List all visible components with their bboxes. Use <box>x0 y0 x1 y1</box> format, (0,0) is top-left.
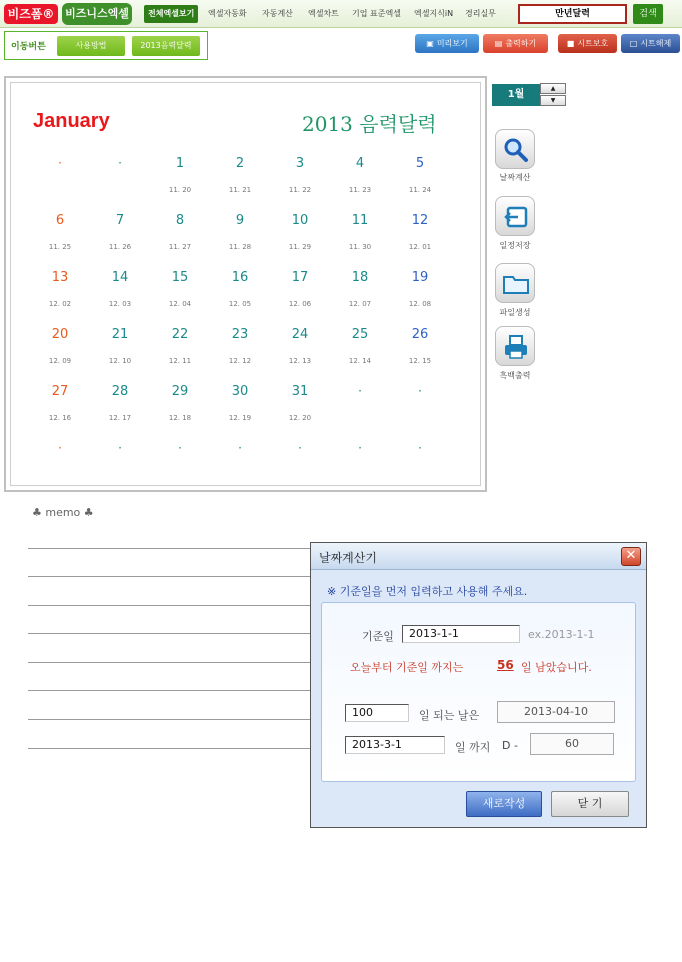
print-label: 출력하기 <box>505 39 537 48</box>
lunar-date: 12. 02 <box>48 300 72 308</box>
dday-result: 60 <box>530 733 614 755</box>
calendar-day: · <box>118 441 122 455</box>
move-label: 이동버튼 <box>11 42 46 52</box>
calendar-day: · <box>178 441 182 455</box>
search-button[interactable]: 검색 <box>633 4 663 24</box>
base-date-hint: ex.2013-1-1 <box>528 628 595 641</box>
calendar-day: · <box>418 441 422 455</box>
new-entry-button[interactable]: 새로작성 <box>466 791 542 817</box>
lunar-date: 12. 13 <box>288 357 312 365</box>
calendar-day: 29 <box>171 384 189 399</box>
calendar-day: 10 <box>291 213 309 228</box>
printer-icon <box>502 333 530 361</box>
nav-standard-excel[interactable]: 기업 표준엑셀 <box>352 9 401 18</box>
lunar-date: 12. 18 <box>168 414 192 422</box>
lunar-date: 12. 14 <box>348 357 372 365</box>
memo-line[interactable] <box>28 719 314 720</box>
bw-print-label: 흑백출력 <box>499 371 531 380</box>
days-left-suffix: 일 남았습니다. <box>521 661 592 674</box>
month-selector[interactable]: 1월 <box>492 84 540 106</box>
calendar-title: 2013 음력달력 <box>302 112 437 136</box>
dialog-titlebar[interactable] <box>311 543 646 570</box>
nav-excel-knowledge[interactable]: 엑셀지식iN <box>414 9 454 18</box>
lunar-date: 11. 27 <box>168 243 192 251</box>
calendar-day: · <box>238 441 242 455</box>
lunar-date: 11. 21 <box>228 186 252 194</box>
lunar-date: 12. 09 <box>48 357 72 365</box>
base-date-label: 기준일 <box>362 630 394 643</box>
calendar-day: · <box>58 156 62 170</box>
calendar-day: · <box>118 156 122 170</box>
calendar-day: 28 <box>111 384 129 399</box>
lunar-calendar-button[interactable]: 2013음력달력 <box>132 36 200 56</box>
after-days-result: 2013-04-10 <box>497 701 615 723</box>
calendar-day: 26 <box>411 327 429 342</box>
preview-label: 미리보기 <box>436 39 468 48</box>
printer-icon: ▤ <box>494 39 503 48</box>
lunar-date: 12. 08 <box>408 300 432 308</box>
month-name: January <box>33 110 110 132</box>
dialog-close-button[interactable]: 닫 기 <box>551 791 629 817</box>
top-navigation <box>0 0 682 28</box>
date-calc-button[interactable] <box>495 129 535 169</box>
lunar-date: 12. 12 <box>228 357 252 365</box>
calendar-day: 2 <box>235 156 245 171</box>
lunar-date: 12. 06 <box>288 300 312 308</box>
save-schedule-button[interactable] <box>495 196 535 236</box>
calendar-day: 16 <box>231 270 249 285</box>
calendar-day: 19 <box>411 270 429 285</box>
lunar-date: 11. 26 <box>108 243 132 251</box>
calendar-day: · <box>358 441 362 455</box>
create-file-button[interactable] <box>495 263 535 303</box>
close-icon[interactable]: ✕ <box>621 547 641 566</box>
nav-excel-chart[interactable]: 엑셀차트 <box>308 9 339 18</box>
lunar-date: 12. 04 <box>168 300 192 308</box>
calendar-day: 30 <box>231 384 249 399</box>
lunar-date: 12. 16 <box>48 414 72 422</box>
export-icon <box>502 203 530 231</box>
calendar-day: · <box>58 441 62 455</box>
calendar-day: 1 <box>175 156 185 171</box>
dday-label: D - <box>502 739 518 752</box>
calendar-day: 8 <box>175 213 185 228</box>
calendar-day: 9 <box>235 213 245 228</box>
business-excel-logo[interactable]: 비즈니스엑셀 <box>62 3 132 25</box>
nav-accounting[interactable]: 경리실무 <box>465 9 496 18</box>
bw-print-button[interactable] <box>495 326 535 366</box>
memo-line[interactable] <box>28 690 314 691</box>
date-calc-label: 날짜계산 <box>499 173 531 182</box>
calendar-day: 27 <box>51 384 69 399</box>
calendar-day: 24 <box>291 327 309 342</box>
lunar-date: 11. 29 <box>288 243 312 251</box>
days-left-prefix: 오늘부터 기준일 까지는 <box>350 661 464 674</box>
lunar-date: 11. 24 <box>408 186 432 194</box>
dialog-notice: ※ 기준일을 먼저 입력하고 사용해 주세요. <box>327 585 528 598</box>
base-date-input[interactable]: 2013-1-1 <box>402 625 520 643</box>
memo-line[interactable] <box>28 662 314 663</box>
until-date-input[interactable]: 2013-3-1 <box>345 736 445 754</box>
calendar-day: 5 <box>415 156 425 171</box>
month-down-button[interactable]: ▼ <box>540 95 566 106</box>
unlock-icon: □ <box>629 39 638 48</box>
date-calculator-dialog <box>310 542 647 828</box>
protect-label: 시트보호 <box>577 39 609 48</box>
nav-auto-calc[interactable]: 자동계산 <box>262 9 293 18</box>
memo-line[interactable] <box>28 633 314 634</box>
month-up-button[interactable]: ▲ <box>540 83 566 94</box>
calendar-day: 4 <box>355 156 365 171</box>
calendar-day: 17 <box>291 270 309 285</box>
lunar-date: 11. 25 <box>48 243 72 251</box>
days-left-value: 56 <box>497 658 514 672</box>
lunar-date: 12. 15 <box>408 357 432 365</box>
after-days-label: 일 되는 날은 <box>419 709 480 722</box>
lunar-date: 12. 20 <box>288 414 312 422</box>
calendar-day: · <box>418 384 422 398</box>
lunar-date: 11. 28 <box>228 243 252 251</box>
calendar-day: 23 <box>231 327 249 342</box>
calendar-day: 7 <box>115 213 125 228</box>
lunar-date: 12. 19 <box>228 414 252 422</box>
calendar-day: 13 <box>51 270 69 285</box>
memo-label: ♣ memo ♣ <box>32 506 94 519</box>
calendar-day: 18 <box>351 270 369 285</box>
preview-icon: ▣ <box>426 39 434 48</box>
lunar-date: 12. 17 <box>108 414 132 422</box>
dialog-title: 날짜계산기 <box>319 551 377 565</box>
lunar-date: 12. 05 <box>228 300 252 308</box>
calendar-day: · <box>298 441 302 455</box>
nav-excel-automation[interactable]: 엑셀자동화 <box>208 9 247 18</box>
nav-all-excel[interactable]: 전체엑셀보기 <box>144 5 198 23</box>
unprotect-sheet-button[interactable] <box>621 34 680 53</box>
calendar-day: 22 <box>171 327 189 342</box>
lunar-date: 12. 07 <box>348 300 372 308</box>
protect-sheet-button[interactable] <box>558 34 617 53</box>
magnifier-icon <box>502 136 530 164</box>
unprotect-label: 시트해제 <box>640 39 672 48</box>
calendar-day: 21 <box>111 327 129 342</box>
lunar-date: 11. 30 <box>348 243 372 251</box>
lunar-date: 11. 23 <box>348 186 372 194</box>
usage-button[interactable]: 사용방법 <box>57 36 125 56</box>
lunar-date: 12. 03 <box>108 300 132 308</box>
memo-line[interactable] <box>28 605 314 606</box>
calendar-day: 11 <box>351 213 369 228</box>
memo-line[interactable] <box>28 748 314 749</box>
calendar-day: 20 <box>51 327 69 342</box>
until-label: 일 까지 <box>455 741 491 754</box>
lunar-date: 11. 22 <box>288 186 312 194</box>
lunar-date: 11. 20 <box>168 186 192 194</box>
lunar-date: 12. 11 <box>168 357 192 365</box>
lunar-date: 12. 10 <box>108 357 132 365</box>
create-file-label: 파일생성 <box>499 308 531 317</box>
preview-button[interactable] <box>415 34 479 53</box>
calendar-day: 25 <box>351 327 369 342</box>
calendar-day: 3 <box>295 156 305 171</box>
save-schedule-label: 일정저장 <box>499 241 531 250</box>
calendar-day: 15 <box>171 270 189 285</box>
print-button[interactable] <box>483 34 548 53</box>
lock-icon: ■ <box>566 39 575 48</box>
after-days-input[interactable]: 100 <box>345 704 409 722</box>
memo-line[interactable] <box>28 548 314 549</box>
lunar-date: 12. 01 <box>408 243 432 251</box>
calendar-day: 12 <box>411 213 429 228</box>
memo-line[interactable] <box>28 576 314 577</box>
move-buttons-box <box>4 31 208 60</box>
dialog-panel <box>321 602 636 782</box>
calendar-day: 14 <box>111 270 129 285</box>
calendar-day: · <box>358 384 362 398</box>
search-input[interactable]: 만년달력 <box>518 4 627 24</box>
folder-icon <box>502 270 530 298</box>
calendar-day: 31 <box>291 384 309 399</box>
calendar-day: 6 <box>55 213 65 228</box>
bizforms-logo[interactable]: 비즈폼® <box>4 4 58 24</box>
